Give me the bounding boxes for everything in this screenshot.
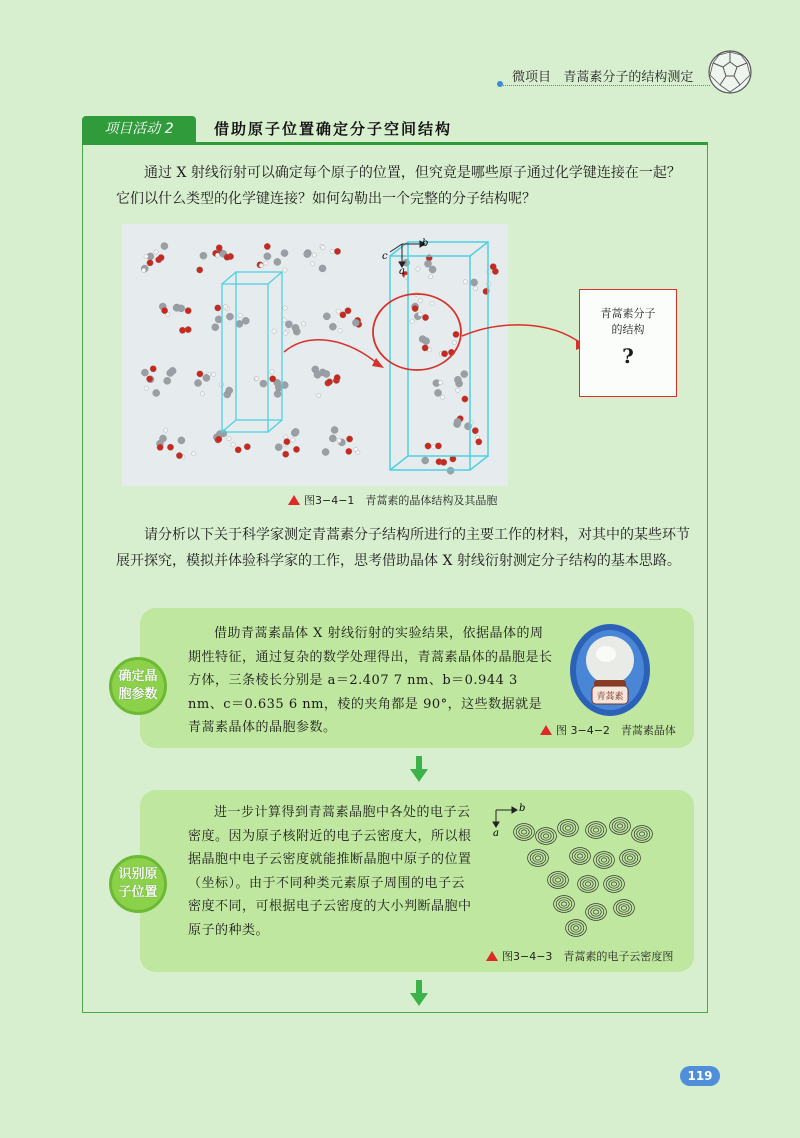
figure3-caption: 图3−4−3 青蒿素的电子云密度图	[486, 948, 673, 964]
intro-paragraph: 通过 X 射线衍射可以确定每个原子的位置，但究竟是哪些原子通过化学键连接在一起？它们以什么类型的化学键连接？如何勾勒出一个完整的分子结构呢？	[116, 165, 681, 207]
question-mark: ?	[622, 344, 634, 368]
triangle-icon	[486, 951, 498, 961]
step2-text: 进一步计算得到青蒿素晶胞中各处的电子云密度。因为原子核附近的电子云密度大，所以根据晶胞中电子云密度就能推断晶胞中原子的位置（坐标）。由于不同种类元素原子周围的电子云密度不同，可根据电子云密度的大小判断晶胞中原子的种类。	[188, 805, 472, 938]
activity-tag: 项目活动 2	[82, 116, 196, 142]
axis-c-label: c	[382, 251, 388, 262]
step1-text: 借助青蒿素晶体 X 射线衍射的实验结果，依据晶体的周期性特征，通过复杂的数学处理得出，青蒿素晶体的晶胞是长方体，三条棱长分别是 a＝2.407 7 nm、b＝0.944 3 nm、c＝0.635 6 nm，棱的夹角都是 90°，这些数据就是青蒿素晶体的晶胞参数。	[188, 626, 553, 735]
fullerene-icon	[706, 48, 754, 96]
axis-a-label: a	[399, 266, 405, 277]
molecule-structure-box	[579, 289, 677, 397]
figure1-caption: 图3−4−1 青蒿素的晶体结构及其晶胞	[288, 492, 497, 508]
crystal-photo	[568, 622, 652, 718]
triangle-icon	[540, 725, 552, 735]
header-rule	[500, 85, 710, 86]
triangle-icon	[288, 495, 300, 505]
arrow-head-icon	[372, 358, 384, 368]
header-dot	[497, 81, 503, 87]
box-line-1: 青蒿素分子	[600, 307, 656, 320]
step1-badge: 确定晶 胞参数	[109, 657, 167, 715]
guide-paragraph: 请分析以下关于科学家测定青蒿素分子结构所进行的主要工作的材料，对其中的某些环节展开探究，模拟并体验科学家的工作，思考借助晶体 X 射线衍射测定分子结构的基本思路。	[116, 527, 690, 569]
flow-arrows	[230, 300, 610, 370]
figure2-caption: 图 3−4−2 青蒿素晶体	[540, 722, 676, 738]
jar-label: 青蒿素	[596, 692, 624, 702]
axis-b-label: b	[422, 238, 429, 249]
running-header	[512, 66, 693, 85]
axis-a-label: a	[493, 828, 499, 839]
box-line-2: 的结构	[611, 323, 645, 336]
header-section: 微项目	[512, 70, 552, 85]
arrow-down-icon	[409, 980, 429, 1006]
axis-b-label: b	[519, 803, 526, 814]
header-title: 青蒿素分子的结构测定	[563, 70, 694, 85]
step2-badge: 识别原 子位置	[109, 855, 167, 913]
page-number: 119	[680, 1066, 720, 1086]
arrow-down-icon	[409, 756, 429, 782]
electron-density-map	[484, 800, 664, 942]
activity-title: 借助原子位置确定分子空间结构	[214, 120, 453, 138]
